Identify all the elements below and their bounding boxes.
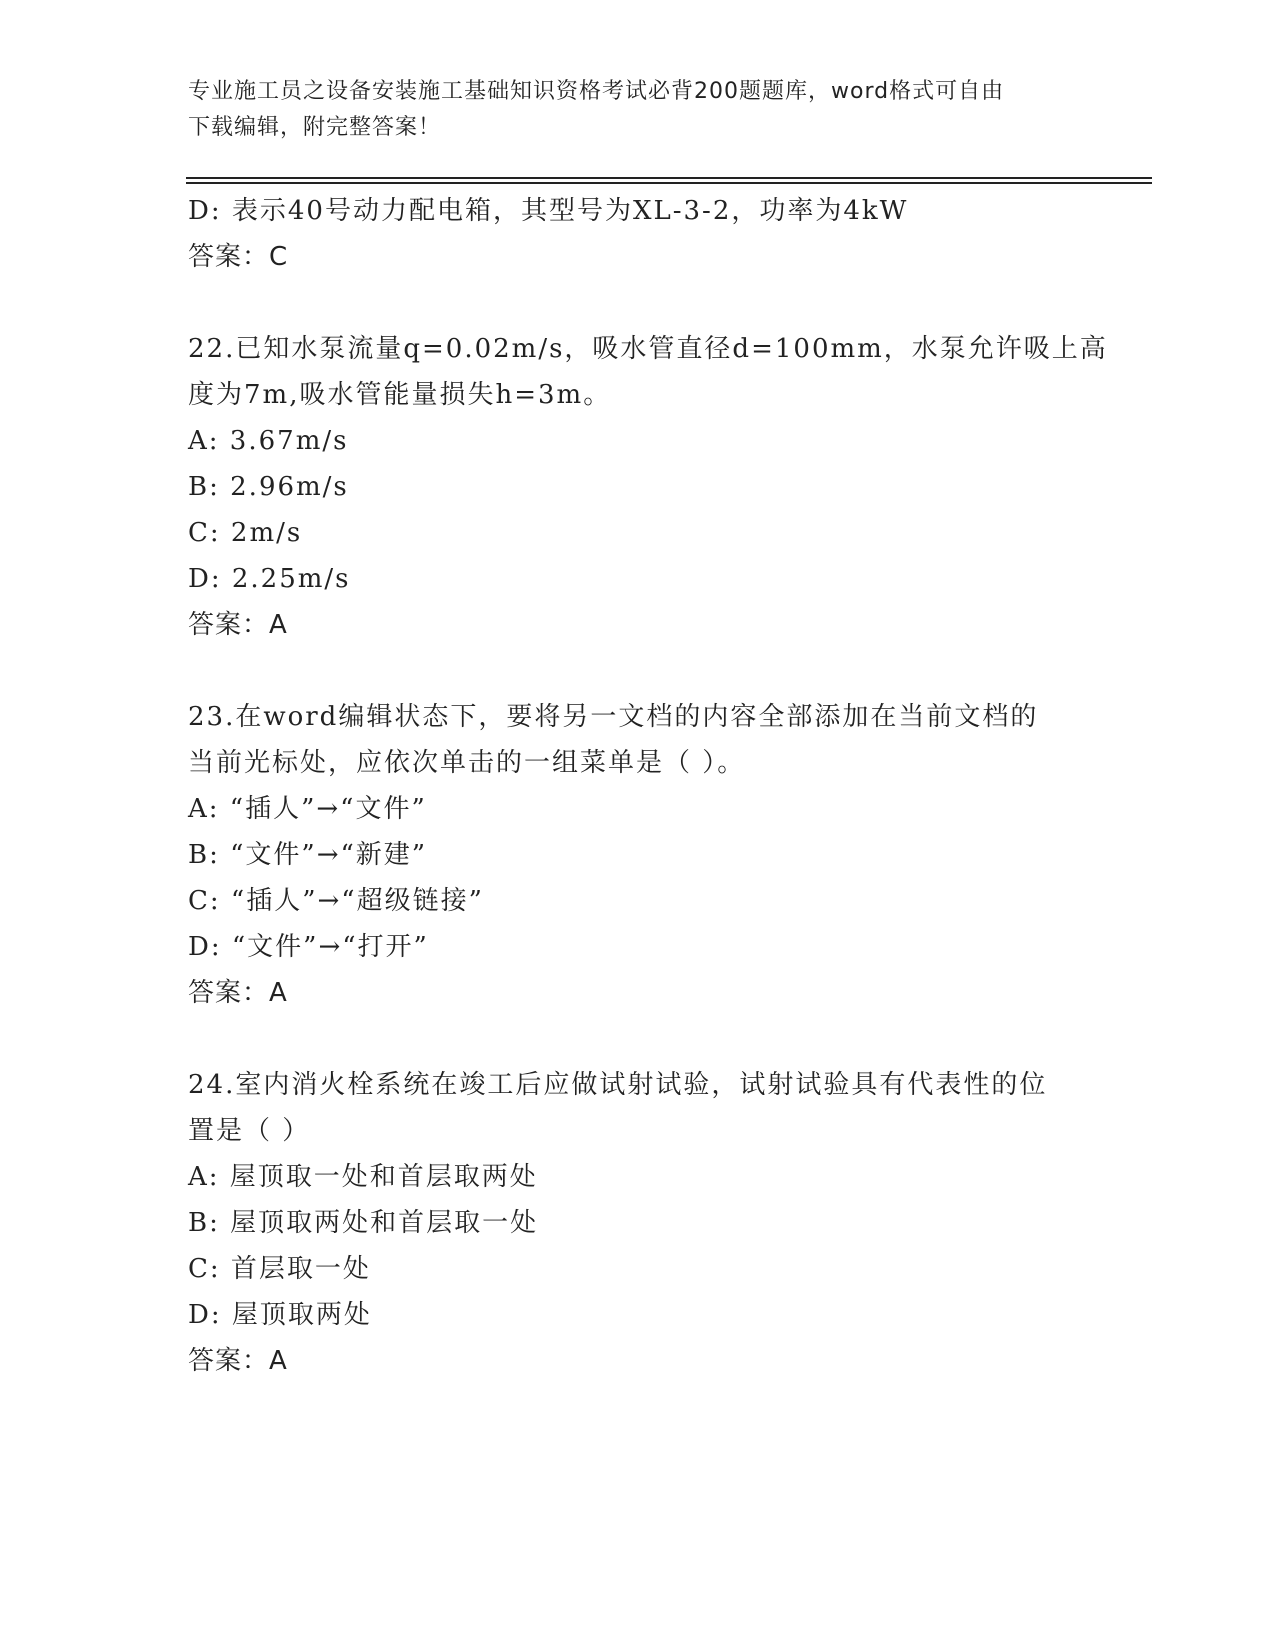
option-c: C: 2m/s — [188, 518, 303, 548]
prev-option-d: D: 表示40号动力配电箱，其型号为XL-3-2，功率为4kW — [188, 196, 909, 226]
answer: 答案：A — [188, 978, 288, 1008]
option-b: B: “文件”→“新建” — [188, 840, 428, 870]
question-list — [188, 188, 1108, 1384]
question-22 — [188, 326, 1108, 648]
option-d: D: “文件”→“打开” — [188, 932, 429, 962]
option-a: A: “插人”→“文件” — [188, 794, 427, 824]
option-b: B: 2.96m/s — [188, 472, 349, 502]
option-b: B: 屋顶取两处和首层取一处 — [188, 1208, 539, 1238]
question-stem-line-1: 24.室内消火栓系统在竣工后应做试射试验，试射试验具有代表性的位 — [188, 1070, 1048, 1100]
question-24 — [188, 1062, 1088, 1384]
question-stem-line-1: 23.在word编辑状态下，要将另一文档的内容全部添加在当前文档的 — [188, 702, 1039, 732]
header-rule-bottom — [186, 182, 1152, 184]
answer: 答案：A — [188, 610, 288, 640]
question-stem-line-1: 22.已知水泵流量q=0.02m/s，吸水管直径d=100mm，水泵允许吸上高 — [188, 334, 1108, 364]
option-c: C: 首层取一处 — [188, 1254, 371, 1284]
option-c: C: “插人”→“超级链接” — [188, 886, 484, 916]
question-23 — [188, 694, 1088, 1016]
prev-answer: 答案：C — [188, 242, 289, 272]
header-rule-top — [186, 177, 1152, 179]
header-note-line-2: 下载编辑，附完整答案！ — [188, 115, 442, 140]
question-stem-line-2: 度为7m,吸水管能量损失h=3m。 — [188, 380, 612, 410]
spacer — [188, 280, 1088, 326]
option-d: D: 屋顶取两处 — [188, 1300, 372, 1330]
option-a: A: 3.67m/s — [188, 426, 349, 456]
spacer — [188, 1016, 1088, 1062]
question-stem-line-2: 当前光标处，应依次单击的一组菜单是（ ）。 — [188, 748, 746, 778]
option-d: D: 2.25m/s — [188, 564, 351, 594]
option-a: A: 屋顶取一处和首层取两处 — [188, 1162, 538, 1192]
header-note — [188, 74, 1068, 146]
spacer — [188, 648, 1088, 694]
header-note-line-1: 专业施工员之设备安装施工基础知识资格考试必背200题题库，word格式可自由 — [188, 79, 1005, 104]
answer: 答案：A — [188, 1346, 288, 1376]
question-stem-line-2: 置是（ ） — [188, 1116, 311, 1146]
